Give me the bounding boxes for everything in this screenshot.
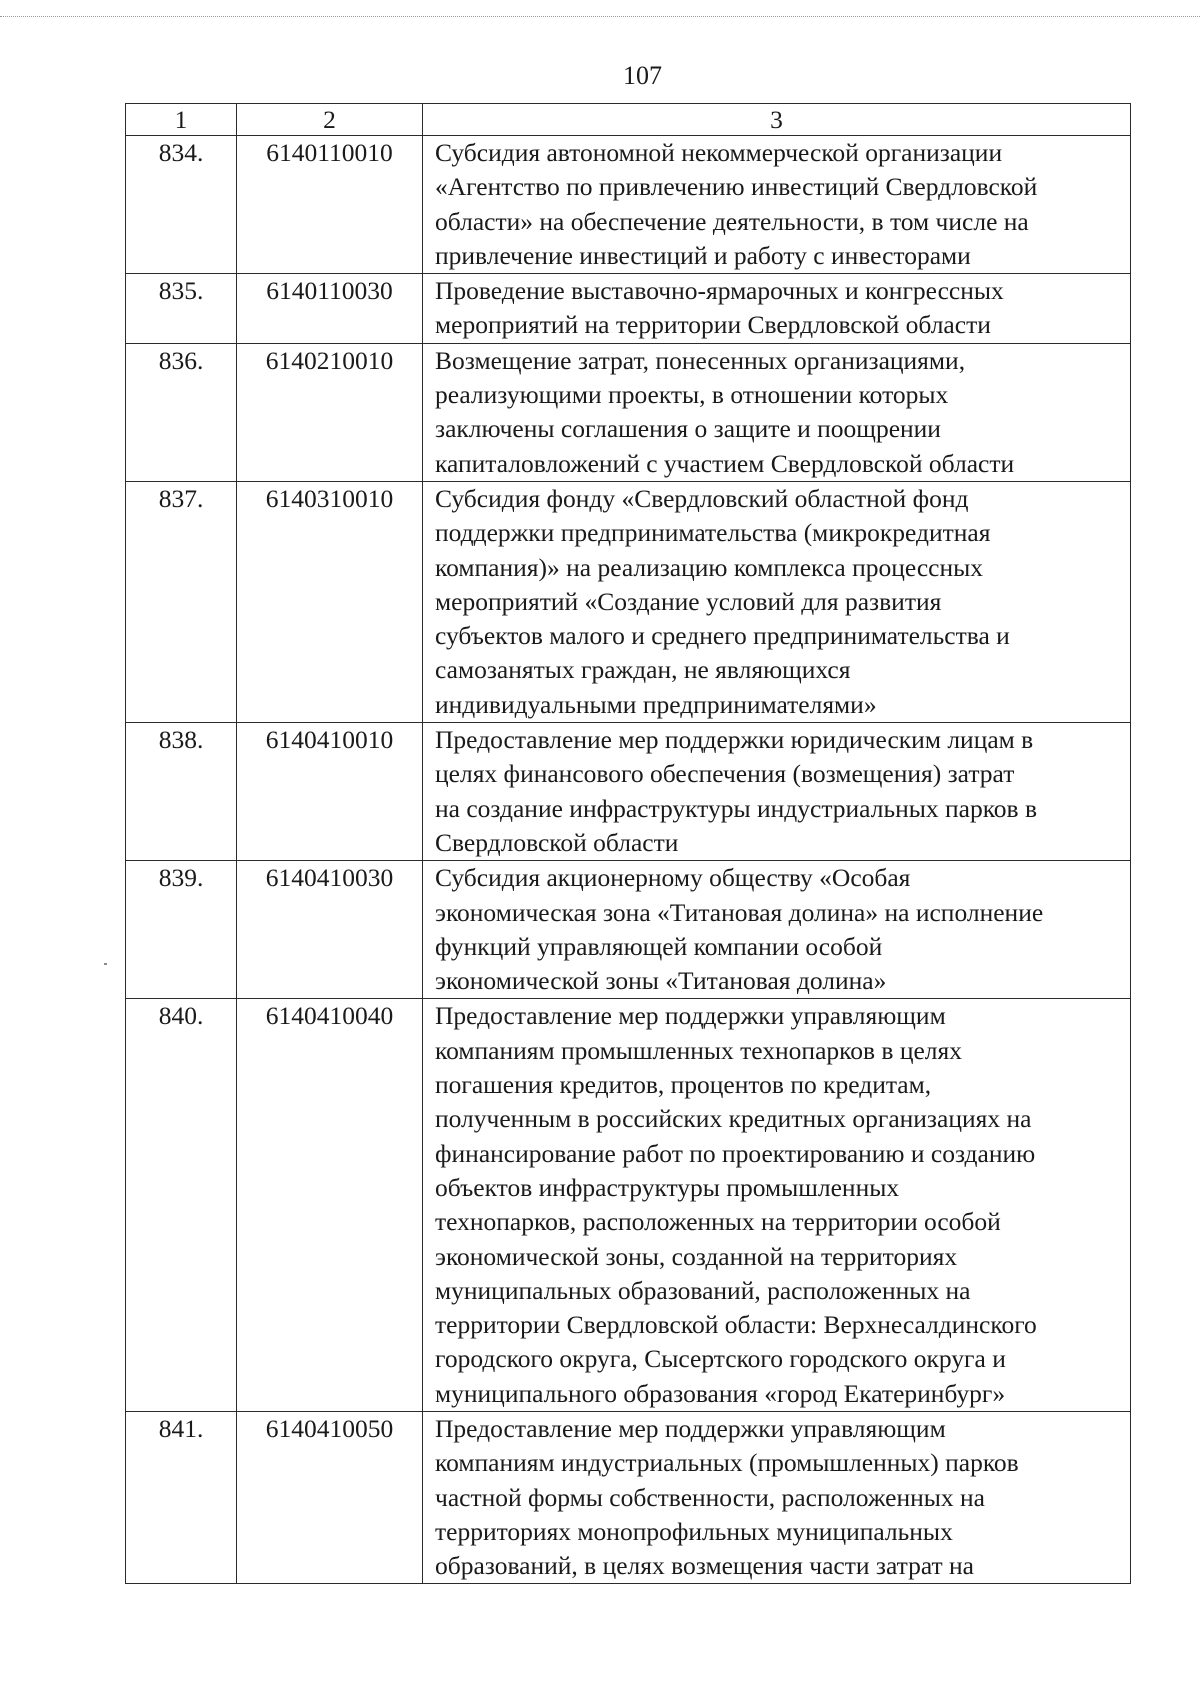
description-line: экономической зоны «Титановая долина» (435, 966, 887, 996)
description-line: «Агентство по привлечению инвестиций Свердловской (435, 172, 1038, 202)
description-line: муниципального образования «город Екатеринбург» (435, 1378, 1006, 1408)
row-number-cell (126, 481, 237, 722)
table-row (126, 274, 1131, 344)
table-row (126, 861, 1131, 999)
row-number: 837. (158, 483, 204, 513)
table-row (126, 723, 1131, 861)
description-line: городского округа, Сысертского городского округа и (435, 1344, 1006, 1374)
row-number: 834. (158, 138, 204, 167)
classification-code-cell (237, 999, 423, 1412)
classification-code: 6140410050 (265, 1413, 394, 1443)
scan-speck (104, 963, 107, 965)
row-number: 840. (158, 1001, 204, 1031)
description-line: компаниям индустриальных (промышленных) парков (435, 1448, 1019, 1478)
description-line: погашения кредитов, процентов по кредитам, (435, 1070, 932, 1100)
table-row (126, 136, 1131, 274)
description-cell (423, 136, 1131, 274)
description-line: территории Свердловской области: Верхнесалдинского (435, 1310, 1037, 1340)
description-line: реализующими проекты, в отношении которых (435, 380, 949, 410)
description-line: образований, в целях возмещения части затрат на (435, 1551, 974, 1581)
description-line: области» на обеспечение деятельности, в том числе на (435, 206, 1029, 236)
description-line: муниципальных образований, расположенных на (435, 1275, 971, 1305)
classification-code-cell (237, 481, 423, 722)
description-cell (423, 723, 1131, 861)
table-body (126, 136, 1131, 1584)
header-row (126, 104, 1131, 136)
table-row (126, 999, 1131, 1412)
row-number: 835. (158, 276, 204, 306)
row-number: 841. (158, 1413, 204, 1443)
header-col-1: 1 (126, 104, 237, 136)
description-line: функций управляющей компании особой (435, 931, 883, 961)
classification-code-cell (237, 1411, 423, 1583)
classification-code: 6140210010 (265, 345, 394, 375)
page-number: 107 (623, 61, 662, 90)
row-number: 839. (158, 863, 204, 893)
description-line: частной формы собственности, расположенных на (435, 1482, 985, 1512)
row-number-cell (126, 1411, 237, 1583)
row-number-cell (126, 723, 237, 861)
row-number: 836. (158, 345, 204, 375)
description-line: компания)» на реализацию комплекса процессных (435, 552, 984, 582)
description-line: экономическая зона «Титановая долина» на исполнение (435, 897, 1044, 927)
row-number: 838. (158, 725, 204, 755)
description-cell (423, 1411, 1131, 1583)
row-number-cell (126, 274, 237, 344)
row-number-cell (126, 136, 237, 274)
description-line: компаниям промышленных технопарков в целях (435, 1035, 962, 1065)
description-line: целях финансового обеспечения (возмещения) затрат (435, 759, 1015, 789)
description-line: технопарков, расположенных на территории особой (435, 1207, 1001, 1237)
table-header (126, 104, 1131, 136)
classification-code-cell (237, 861, 423, 999)
description-cell (423, 274, 1131, 344)
description-line: субъектов малого и среднего предпринимательства и (435, 621, 1010, 651)
description-cell (423, 861, 1131, 999)
description-cell (423, 999, 1131, 1412)
classification-code: 6140410040 (265, 1001, 394, 1031)
classification-code: 6140110030 (266, 276, 393, 306)
description-line: Проведение выставочно-ярмарочных и конгрессных (435, 276, 1004, 306)
description-line: Предоставление мер поддержки управляющим (435, 1001, 946, 1031)
row-number-cell (126, 999, 237, 1412)
description-line: поддержки предпринимательства (микрокредитная (435, 518, 991, 548)
description-cell (423, 481, 1131, 722)
description-line: привлечение инвестиций и работу с инвесторами (435, 240, 971, 270)
description-line: Предоставление мер поддержки управляющим (435, 1413, 946, 1443)
row-number-cell (126, 861, 237, 999)
description-line: мероприятий «Создание условий для развития (435, 586, 942, 616)
description-line: Субсидия акционерному обществу «Особая (435, 863, 911, 893)
description-line: на создание инфраструктуры индустриальных парков в (435, 793, 1037, 823)
header-col-3: 3 (423, 104, 1131, 136)
header-col-2: 2 (237, 104, 423, 136)
table-row (126, 1411, 1131, 1583)
description-line: капиталовложений с участием Свердловской области (435, 448, 1015, 478)
description-cell (423, 343, 1131, 481)
scan-edge-line (0, 16, 1200, 17)
description-line: Субсидия фонду «Свердловский областной фонд (435, 483, 969, 513)
description-line: индивидуальными предпринимателями» (435, 689, 877, 719)
classification-code: 6140110010 (266, 138, 393, 167)
description-line: Предоставление мер поддержки юридическим лицам в (435, 725, 1034, 755)
description-line: Возмещение затрат, понесенных организациями, (435, 345, 966, 375)
classification-code-cell (237, 723, 423, 861)
classification-code: 6140310010 (265, 483, 394, 513)
description-line: мероприятий на территории Свердловской области (435, 310, 991, 340)
budget-classification-table (125, 103, 1131, 1584)
classification-code-cell (237, 343, 423, 481)
classification-code: 6140410030 (265, 863, 394, 893)
description-line: финансирование работ по проектированию и созданию (435, 1138, 1036, 1168)
description-line: территориях монопрофильных муниципальных (435, 1516, 953, 1546)
classification-code-cell (237, 136, 423, 274)
table-row (126, 343, 1131, 481)
description-line: объектов инфраструктуры промышленных (435, 1172, 900, 1202)
description-line: полученным в российских кредитных организациях на (435, 1104, 1032, 1134)
description-line: заключены соглашения о защите и поощрении (435, 414, 941, 444)
description-line: Свердловской области (435, 827, 679, 857)
description-line: экономической зоны, созданной на территориях (435, 1241, 958, 1271)
description-line: Субсидия автономной некоммерческой организации (435, 138, 1003, 167)
description-line: самозанятых граждан, не являющихся (435, 655, 851, 685)
row-number-cell (126, 343, 237, 481)
table-row (126, 481, 1131, 722)
classification-code: 6140410010 (265, 725, 394, 755)
classification-code-cell (237, 274, 423, 344)
